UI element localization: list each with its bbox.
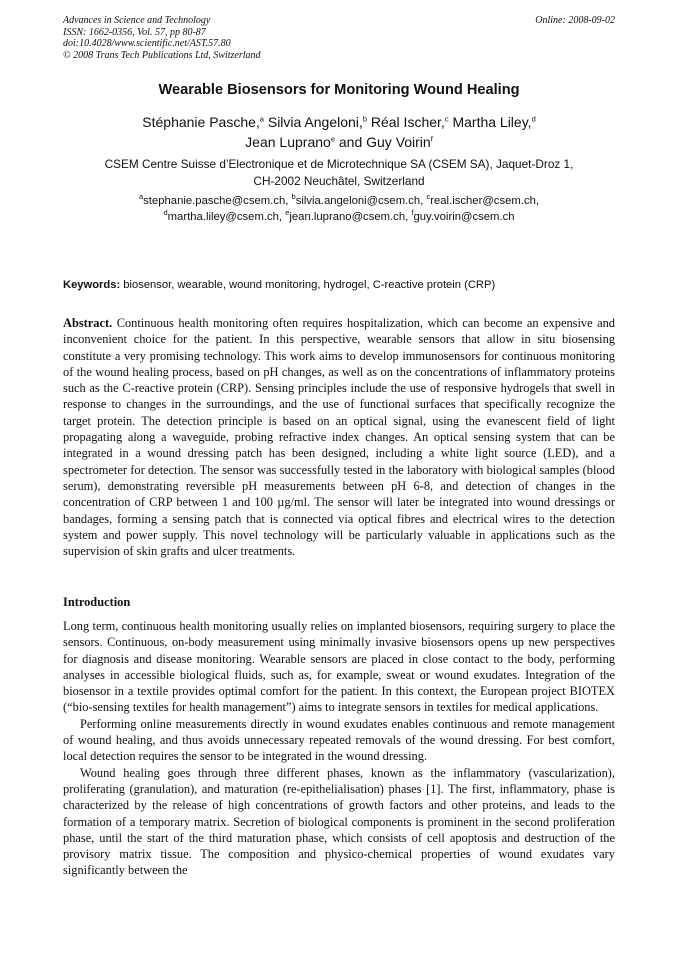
keywords-label: Keywords: [63,279,121,291]
paragraph: Wound healing goes through three different phases, known as the inflammatory (vascularization), proliferating (granulation), and maturation (re-epithelialisation) phases [1]. The first, inflammatory, phase is characterized by the release of high concentrations of growth factors and other proteins, and leads to the formation of a temporary matrix. Secretion of biological components is prominent in the second proliferation phase, until the start of the third maturation phase, which consists of cell apoptosis and destruction of the provisory matrix tissue. The composition and physico-chemical properties of wound exudates vary significantly between the [63,765,615,878]
author-name: Réal Ischer, [366,114,445,130]
paragraph: Long term, continuous health monitoring usually relies on implanted biosensors, requiring surgery to place the sensors. Continuous, on-body measurement using minimally invasive biosensors opens up new perspectives for diagnosis and disease monitoring. Wearable sensors are placed in close contact to the body, performing analyses in accessible biological fluids, such as, for example, sweat or wound exudates. Integration of the biosensor in a textile provides optimal comfort for the patient. In this context, the European project BIOTEX (“bio-sensing textiles for health management”) aims to integrate sensors in textiles for medical applications. [63,619,615,715]
email-mark: f [411,208,414,218]
email-list [63,193,615,225]
author-name: Stéphanie Pasche, [142,114,260,130]
keywords-text: biosensor, wearable, wound monitoring, hydrogel, C-reactive protein (CRP) [120,279,496,291]
email-link[interactable]: silvia.angeloni@csem.ch, [295,195,427,207]
issn-line: ISSN: 1662-0356, Vol. 57, pp 80-87 [63,26,206,38]
email-link[interactable]: martha.liley@csem.ch, [167,211,286,223]
doi-line: doi:10.4028/www.scientific.net/AST.57.80 [63,38,231,49]
introduction-body [63,618,615,879]
copyright-line: © 2008 Trans Tech Publications Ltd, Switzerland [63,49,261,61]
paper-title: Wearable Biosensors for Monitoring Wound Healing [158,82,520,98]
affiliation [63,156,615,189]
author-affil-mark: f [430,134,433,144]
paragraph: Performing online measurements directly in wound exudates enables continuous and remote management of wound healing, and thus avoids unnecessary repeated removals of the wound dressing. For best comfort, local detection requires the sensor to be integrated in the wound dressing. [63,716,615,764]
author-affil-mark: b [362,114,367,124]
email-link[interactable]: real.ischer@csem.ch, [430,195,540,207]
author-list [63,112,615,152]
author-affil-mark: a [259,114,264,124]
email-mark: c [426,192,431,202]
author-name: Jean Luprano [245,134,331,150]
journal-name: Advances in Science and Technology [63,15,211,26]
email-link[interactable]: jean.luprano@csem.ch, [289,211,412,223]
keywords [63,279,615,291]
abstract-text: Continuous health monitoring often requires hospitalization, which can become an expensive and inconvenient choice for the patient. In this perspective, wearable sensors that allow in situ biosensing constitute a very promising technology. This work aims to develop immunosensors for continuous monitoring of the wound healing process, based on pH changes, as well as on the concentrations of inflammatory proteins such as the C-reactive protein (CRP). Sensing principles include the use of responsive hydrogels that swell in response to changes in the surroundings, and the use of functional surfaces that specifically recognize the target protein. The detection principle is based on an optical signal, using the evanescent field of light propagating along a waveguide, probing refractive index changes. An optical sensing system that can be integrated in a wound dressing patch has been designed, including a white light source (LED), and a spectrometer for detection. The sensor was successfully tested in the laboratory with biological samples (blood serum), demonstrating reversible pH measurements between pH 6-8, and detection of changes in the concentration of CRP between 1 and 100 µg/ml. The sensor will later be integrated into wound dressings or bandages, forming a sensing patch that is connected via optical fibres and electrical wires to the detection system and power supply. This novel technology will be particularly valuable in applications such as the supervision of skin grafts and ulcer treatments. [63,316,615,559]
abstract [63,315,615,559]
email-mark: d [163,208,168,218]
online-date: Online: 2008-09-02 [535,15,615,26]
author-name: Martha Liley, [448,114,532,130]
email-link[interactable]: stephanie.pasche@csem.ch, [143,195,292,207]
author-affil-mark: d [531,114,536,124]
author-affil-mark: c [444,114,449,124]
section-heading-introduction: Introduction [63,595,131,609]
email-mark: a [138,192,144,202]
affiliation-line: CSEM Centre Suisse d’Electronique et de Microtechnique SA (CSEM SA), Jaquet-Droz 1, [104,157,574,171]
author-name: Silvia Angeloni, [263,114,363,130]
email-link[interactable]: guy.voirin@csem.ch [413,211,515,223]
affiliation-line: CH-2002 Neuchâtel, Switzerland [253,173,425,188]
abstract-label: Abstract. [63,316,113,330]
author-affil-mark: e [330,134,335,144]
author-name: and Guy Voirin [334,134,431,150]
journal-header [63,15,615,61]
email-mark: e [285,208,290,218]
email-mark: b [291,192,296,202]
